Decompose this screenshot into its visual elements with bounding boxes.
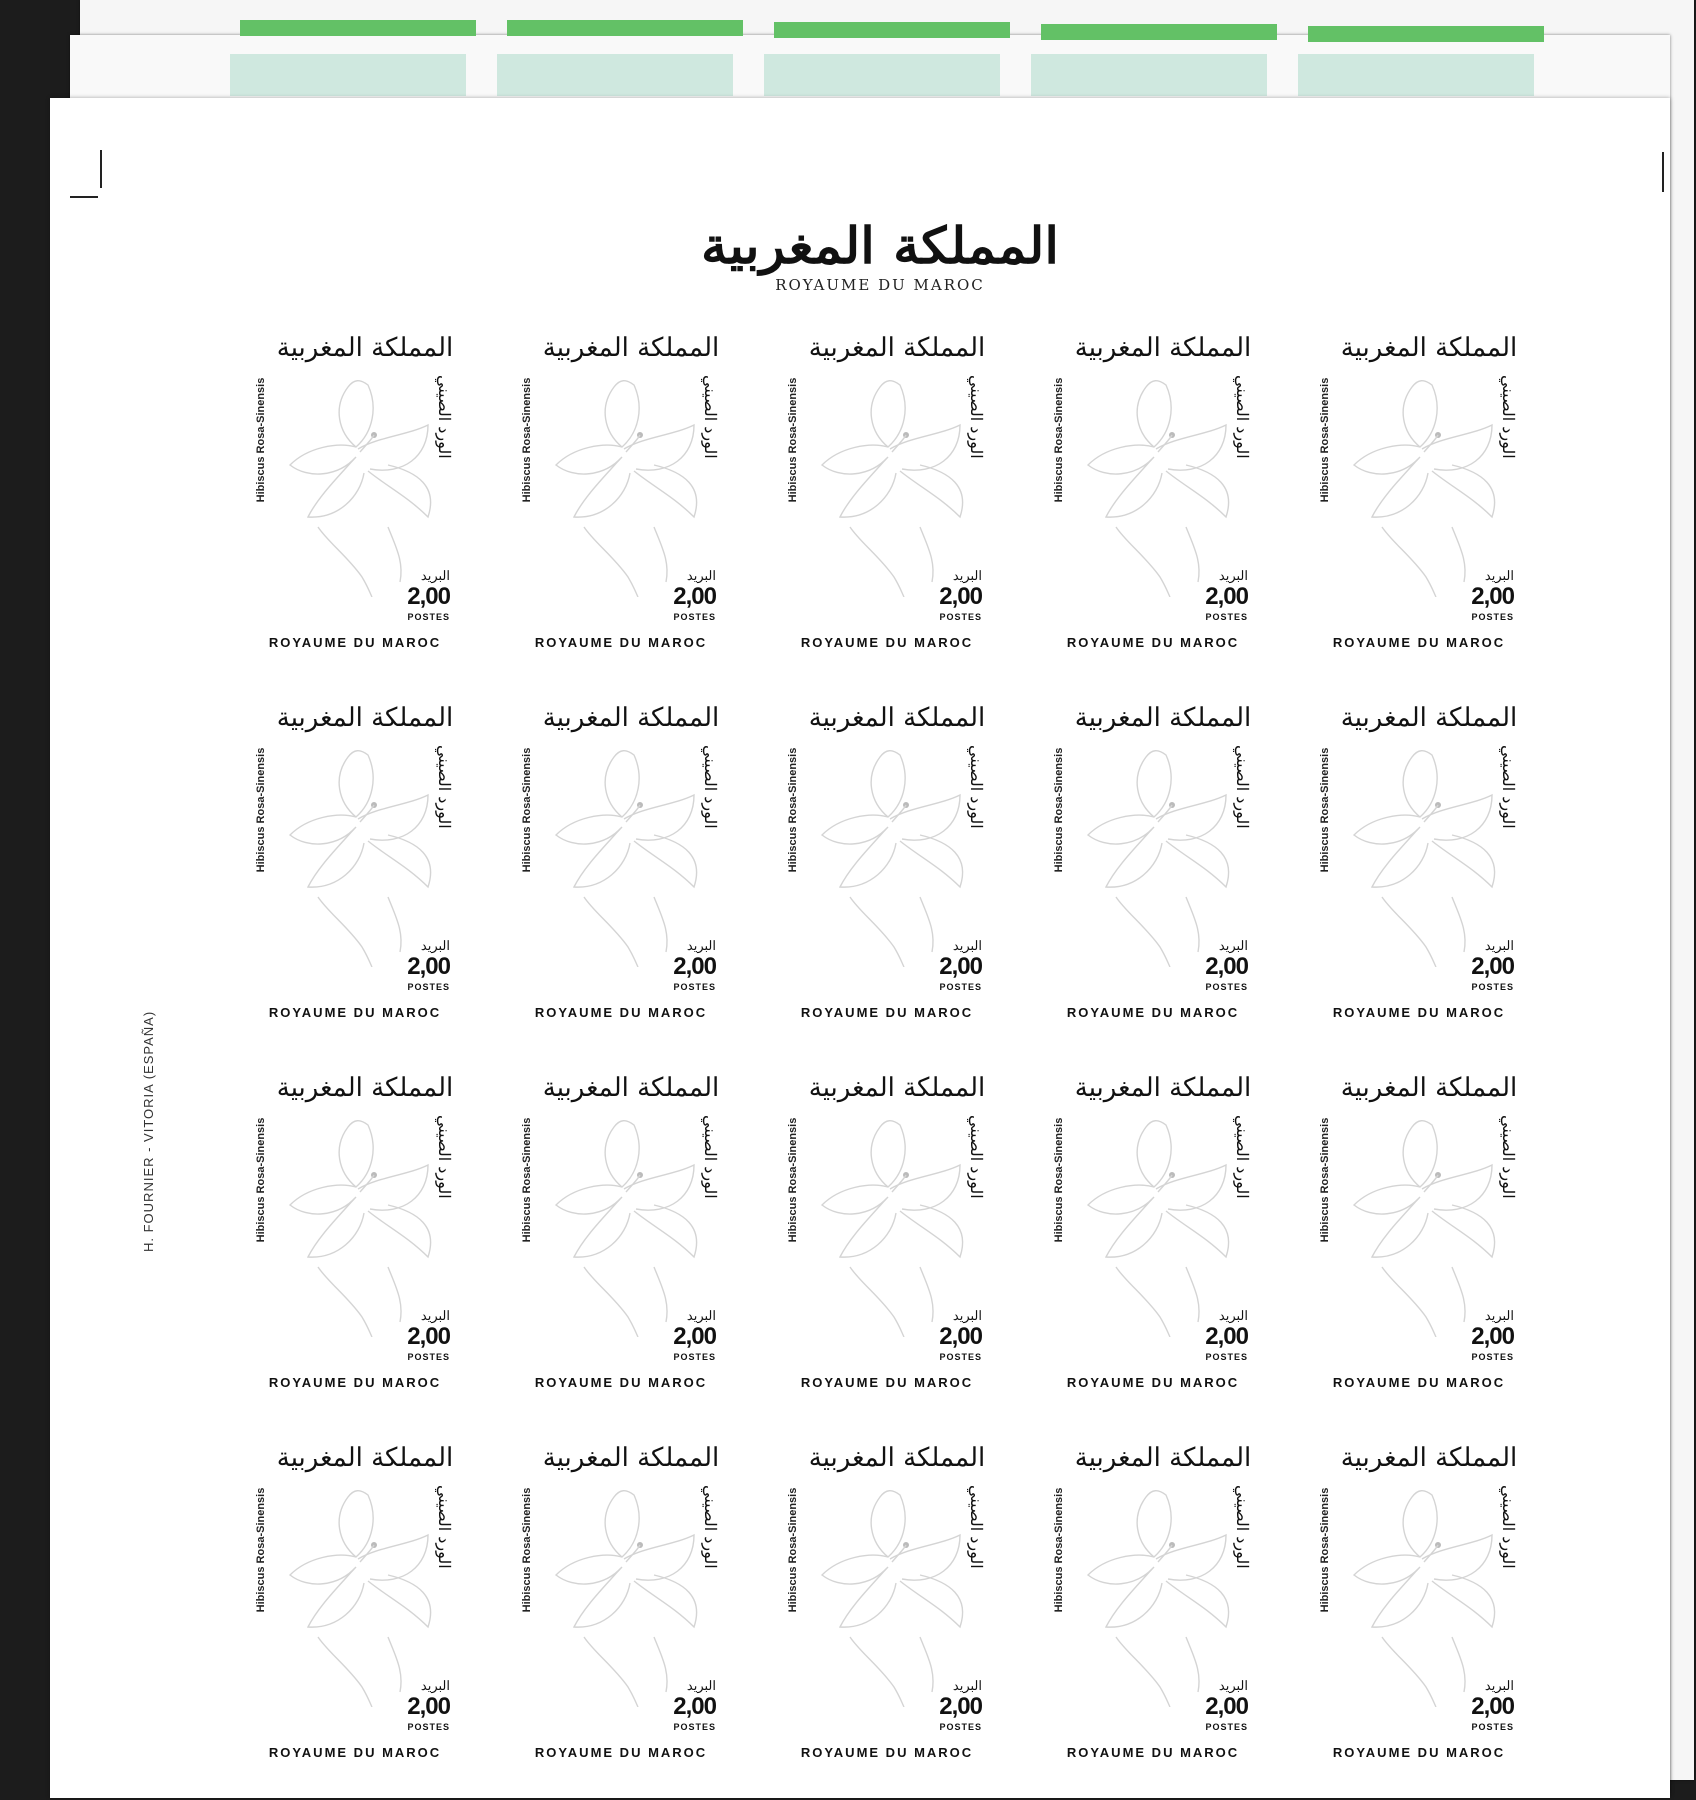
color-bar [1298,54,1534,96]
stamp-r3-c5 [1314,1073,1524,1403]
stamp-arabic-post: البريد [952,939,982,954]
hibiscus-flower-icon [810,747,980,967]
stamp-country: ROYAUME DU MAROC [1332,1005,1506,1020]
stamp-arabic-flower-name: الورد الصيني [435,375,454,459]
stamp-r4-c5 [1314,1443,1524,1773]
stamp-postes-label: POSTES [1471,982,1514,992]
stamp-value: 2,00 [407,1323,450,1350]
stamp-value: 2,00 [407,583,450,610]
printer-imprint: H. FOURNIER - VITORIA (ESPAÑA) [141,1010,156,1252]
stamp-country: ROYAUME DU MAROC [534,635,708,650]
hibiscus-flower-icon [1076,377,1246,597]
stamp-arabic-flower-name: الورد الصيني [967,1485,986,1569]
stamp-arabic-title: المملكة المغربية [542,333,720,363]
stamp-arabic-post: البريد [1484,939,1514,954]
stamp-scientific-name: Hibiscus Rosa-Sinensis [1319,747,1331,873]
stamp-country: ROYAUME DU MAROC [800,1375,974,1390]
stamp-postes-label: POSTES [939,1722,982,1732]
stamp-arabic-post: البريد [420,569,450,584]
stamp-arabic-post: البريد [952,1309,982,1324]
stamp-country: ROYAUME DU MAROC [268,635,442,650]
stamp-country: ROYAUME DU MAROC [800,1005,974,1020]
stamp-country: ROYAUME DU MAROC [534,1745,708,1760]
stamp-arabic-title: المملكة المغربية [276,333,454,363]
stamp-scientific-name: Hibiscus Rosa-Sinensis [255,747,267,873]
stamp-scientific-name: Hibiscus Rosa-Sinensis [1319,377,1331,503]
hibiscus-flower-icon [810,1487,980,1707]
stamp-r2-c2 [516,703,726,1033]
hibiscus-flower-icon [278,747,448,967]
hibiscus-flower-icon [544,377,714,597]
stamp-country: ROYAUME DU MAROC [800,1745,974,1760]
stamp-arabic-title: المملكة المغربية [276,1443,454,1473]
stamp-r1-c3 [782,333,992,663]
hibiscus-flower-icon [1342,1117,1512,1337]
stamp-arabic-flower-name: الورد الصيني [967,745,986,829]
hibiscus-flower-icon [278,1487,448,1707]
stamp-scientific-name: Hibiscus Rosa-Sinensis [787,377,799,503]
stamp-arabic-post: البريد [1218,939,1248,954]
stamp-value: 2,00 [1471,953,1514,980]
stamp-arabic-title: المملكة المغربية [1340,1443,1518,1473]
stamp-value: 2,00 [673,953,716,980]
stamp-arabic-flower-name: الورد الصيني [435,745,454,829]
stamp-arabic-flower-name: الورد الصيني [1233,1485,1252,1569]
hibiscus-flower-icon [278,377,448,597]
stamp-arabic-flower-name: الورد الصيني [701,1485,720,1569]
color-bar [507,20,743,36]
stamp-scientific-name: Hibiscus Rosa-Sinensis [1319,1117,1331,1243]
stamp-r4-c3 [782,1443,992,1773]
color-bar [1041,24,1277,40]
stamp-arabic-post: البريد [1218,1679,1248,1694]
stamp-scientific-name: Hibiscus Rosa-Sinensis [521,1117,533,1243]
stamp-arabic-title: المملكة المغربية [542,703,720,733]
stamp-postes-label: POSTES [1205,982,1248,992]
hibiscus-flower-icon [278,1117,448,1337]
stamp-value: 2,00 [939,1693,982,1720]
stamp-r3-c3 [782,1073,992,1403]
stamp-country: ROYAUME DU MAROC [800,635,974,650]
stamp-arabic-title: المملكة المغربية [808,1073,986,1103]
stamp-postes-label: POSTES [673,612,716,622]
registration-mark [70,196,98,198]
stamp-arabic-flower-name: الورد الصيني [1499,1115,1518,1199]
color-bar [1308,26,1544,42]
stamp-arabic-post: البريد [420,939,450,954]
stamp-arabic-title: المملكة المغربية [1340,703,1518,733]
hibiscus-flower-icon [810,377,980,597]
stamp-arabic-title: المملكة المغربية [1074,1073,1252,1103]
stamp-arabic-flower-name: الورد الصيني [1499,1485,1518,1569]
stamp-value: 2,00 [1205,953,1248,980]
color-bar [497,54,733,96]
stamp-arabic-flower-name: الورد الصيني [701,745,720,829]
stamp-r4-c2 [516,1443,726,1773]
stamp-arabic-post: البريد [420,1309,450,1324]
hibiscus-flower-icon [1342,747,1512,967]
stamp-scientific-name: Hibiscus Rosa-Sinensis [787,1117,799,1243]
stamp-value: 2,00 [1471,583,1514,610]
color-bar [240,20,476,36]
stamp-country: ROYAUME DU MAROC [1332,1375,1506,1390]
stamp-arabic-flower-name: الورد الصيني [701,1115,720,1199]
stamp-r2-c1 [250,703,460,1033]
stamp-country: ROYAUME DU MAROC [1066,1375,1240,1390]
stamp-arabic-title: المملكة المغربية [1074,703,1252,733]
stamp-arabic-post: البريد [420,1679,450,1694]
stamp-arabic-flower-name: الورد الصيني [1499,745,1518,829]
stamp-postes-label: POSTES [407,982,450,992]
stamp-postes-label: POSTES [939,1352,982,1362]
stamp-country: ROYAUME DU MAROC [1066,1005,1240,1020]
stamp-value: 2,00 [939,583,982,610]
stamp-arabic-title: المملكة المغربية [808,703,986,733]
stamp-value: 2,00 [939,953,982,980]
sheet-latin-title: ROYAUME DU MAROC [775,276,985,294]
stamp-value: 2,00 [673,1323,716,1350]
color-bar [764,54,1000,96]
stamp-postes-label: POSTES [407,612,450,622]
stamp-arabic-flower-name: الورد الصيني [1233,375,1252,459]
hibiscus-flower-icon [544,1487,714,1707]
stamp-country: ROYAUME DU MAROC [268,1745,442,1760]
stamp-scientific-name: Hibiscus Rosa-Sinensis [255,377,267,503]
stamp-value: 2,00 [673,583,716,610]
stamp-arabic-post: البريد [952,1679,982,1694]
stamp-arabic-post: البريد [1484,569,1514,584]
stamp-r3-c1 [250,1073,460,1403]
stamp-postes-label: POSTES [939,982,982,992]
registration-mark [100,150,102,188]
stamp-arabic-post: البريد [1218,1309,1248,1324]
stamp-country: ROYAUME DU MAROC [268,1005,442,1020]
stamp-postes-label: POSTES [1205,1722,1248,1732]
stamp-r3-c4 [1048,1073,1258,1403]
color-bar [230,54,466,96]
stamp-arabic-title: المملكة المغربية [1074,333,1252,363]
stamp-arabic-post: البريد [686,1309,716,1324]
stamp-arabic-title: المملكة المغربية [808,1443,986,1473]
stamp-r2-c3 [782,703,992,1033]
stamp-value: 2,00 [407,953,450,980]
stamp-country: ROYAUME DU MAROC [534,1005,708,1020]
stamp-scientific-name: Hibiscus Rosa-Sinensis [1053,1117,1065,1243]
stamp-scientific-name: Hibiscus Rosa-Sinensis [1319,1487,1331,1613]
stamp-arabic-flower-name: الورد الصيني [1233,745,1252,829]
stamp-postes-label: POSTES [673,1352,716,1362]
stamp-r4-c1 [250,1443,460,1773]
hibiscus-flower-icon [1076,1487,1246,1707]
stamp-country: ROYAUME DU MAROC [534,1375,708,1390]
stamp-postes-label: POSTES [673,1722,716,1732]
stamp-postes-label: POSTES [1471,612,1514,622]
stamp-value: 2,00 [407,1693,450,1720]
stamp-arabic-flower-name: الورد الصيني [435,1485,454,1569]
stamp-country: ROYAUME DU MAROC [268,1375,442,1390]
hibiscus-flower-icon [810,1117,980,1337]
color-bar [1031,54,1267,96]
stamp-value: 2,00 [1471,1323,1514,1350]
stamp-scientific-name: Hibiscus Rosa-Sinensis [255,1487,267,1613]
stamp-value: 2,00 [1205,1693,1248,1720]
stamp-arabic-title: المملكة المغربية [1340,1073,1518,1103]
stamp-arabic-title: المملكة المغربية [542,1073,720,1103]
stamp-country: ROYAUME DU MAROC [1066,1745,1240,1760]
stamp-postes-label: POSTES [1205,1352,1248,1362]
stamp-scientific-name: Hibiscus Rosa-Sinensis [521,747,533,873]
stamp-r2-c4 [1048,703,1258,1033]
stamp-scientific-name: Hibiscus Rosa-Sinensis [787,1487,799,1613]
stamp-arabic-post: البريد [686,939,716,954]
stamp-scientific-name: Hibiscus Rosa-Sinensis [255,1117,267,1243]
sheet-arabic-title: المملكة المغربية [701,216,1059,275]
stamp-postes-label: POSTES [939,612,982,622]
hibiscus-flower-icon [1342,377,1512,597]
stamp-arabic-flower-name: الورد الصيني [1233,1115,1252,1199]
stamp-scientific-name: Hibiscus Rosa-Sinensis [521,1487,533,1613]
hibiscus-flower-icon [544,747,714,967]
stamp-value: 2,00 [1471,1693,1514,1720]
stamp-value: 2,00 [1205,583,1248,610]
stamp-scientific-name: Hibiscus Rosa-Sinensis [787,747,799,873]
stamp-country: ROYAUME DU MAROC [1066,635,1240,650]
stamp-arabic-post: البريد [686,1679,716,1694]
stamp-scientific-name: Hibiscus Rosa-Sinensis [521,377,533,503]
stamp-arabic-title: المملكة المغربية [276,1073,454,1103]
stamp-postes-label: POSTES [1471,1352,1514,1362]
stamp-postes-label: POSTES [407,1722,450,1732]
stamp-arabic-post: البريد [1484,1679,1514,1694]
stamp-scientific-name: Hibiscus Rosa-Sinensis [1053,747,1065,873]
stamp-scientific-name: Hibiscus Rosa-Sinensis [1053,377,1065,503]
stamp-arabic-post: البريد [1218,569,1248,584]
stamp-r2-c5 [1314,703,1524,1033]
stamp-arabic-title: المملكة المغربية [1340,333,1518,363]
stamp-postes-label: POSTES [407,1352,450,1362]
stamp-r1-c2 [516,333,726,663]
stamp-arabic-flower-name: الورد الصيني [967,1115,986,1199]
stamp-value: 2,00 [939,1323,982,1350]
stamp-scientific-name: Hibiscus Rosa-Sinensis [1053,1487,1065,1613]
stamp-value: 2,00 [673,1693,716,1720]
stamp-arabic-title: المملكة المغربية [1074,1443,1252,1473]
stamp-sheet [50,98,1670,1798]
hibiscus-flower-icon [544,1117,714,1337]
stamp-arabic-title: المملكة المغربية [276,703,454,733]
registration-mark [1662,152,1664,192]
hibiscus-flower-icon [1076,747,1246,967]
stamp-postes-label: POSTES [673,982,716,992]
stamp-arabic-flower-name: الورد الصيني [435,1115,454,1199]
stamp-postes-label: POSTES [1471,1722,1514,1732]
stamp-arabic-title: المملكة المغربية [542,1443,720,1473]
stamp-value: 2,00 [1205,1323,1248,1350]
stamp-arabic-flower-name: الورد الصيني [701,375,720,459]
hibiscus-flower-icon [1342,1487,1512,1707]
stamp-country: ROYAUME DU MAROC [1332,635,1506,650]
stamp-postes-label: POSTES [1205,612,1248,622]
stamp-arabic-title: المملكة المغربية [808,333,986,363]
stamp-r1-c5 [1314,333,1524,663]
stamp-arabic-post: البريد [686,569,716,584]
stamp-r1-c4 [1048,333,1258,663]
stamp-arabic-post: البريد [952,569,982,584]
stamp-r3-c2 [516,1073,726,1403]
stamp-r1-c1 [250,333,460,663]
stamp-arabic-post: البريد [1484,1309,1514,1324]
stamp-arabic-flower-name: الورد الصيني [1499,375,1518,459]
stamp-country: ROYAUME DU MAROC [1332,1745,1506,1760]
stamp-r4-c4 [1048,1443,1258,1773]
stamp-arabic-flower-name: الورد الصيني [967,375,986,459]
color-bar [774,22,1010,38]
hibiscus-flower-icon [1076,1117,1246,1337]
